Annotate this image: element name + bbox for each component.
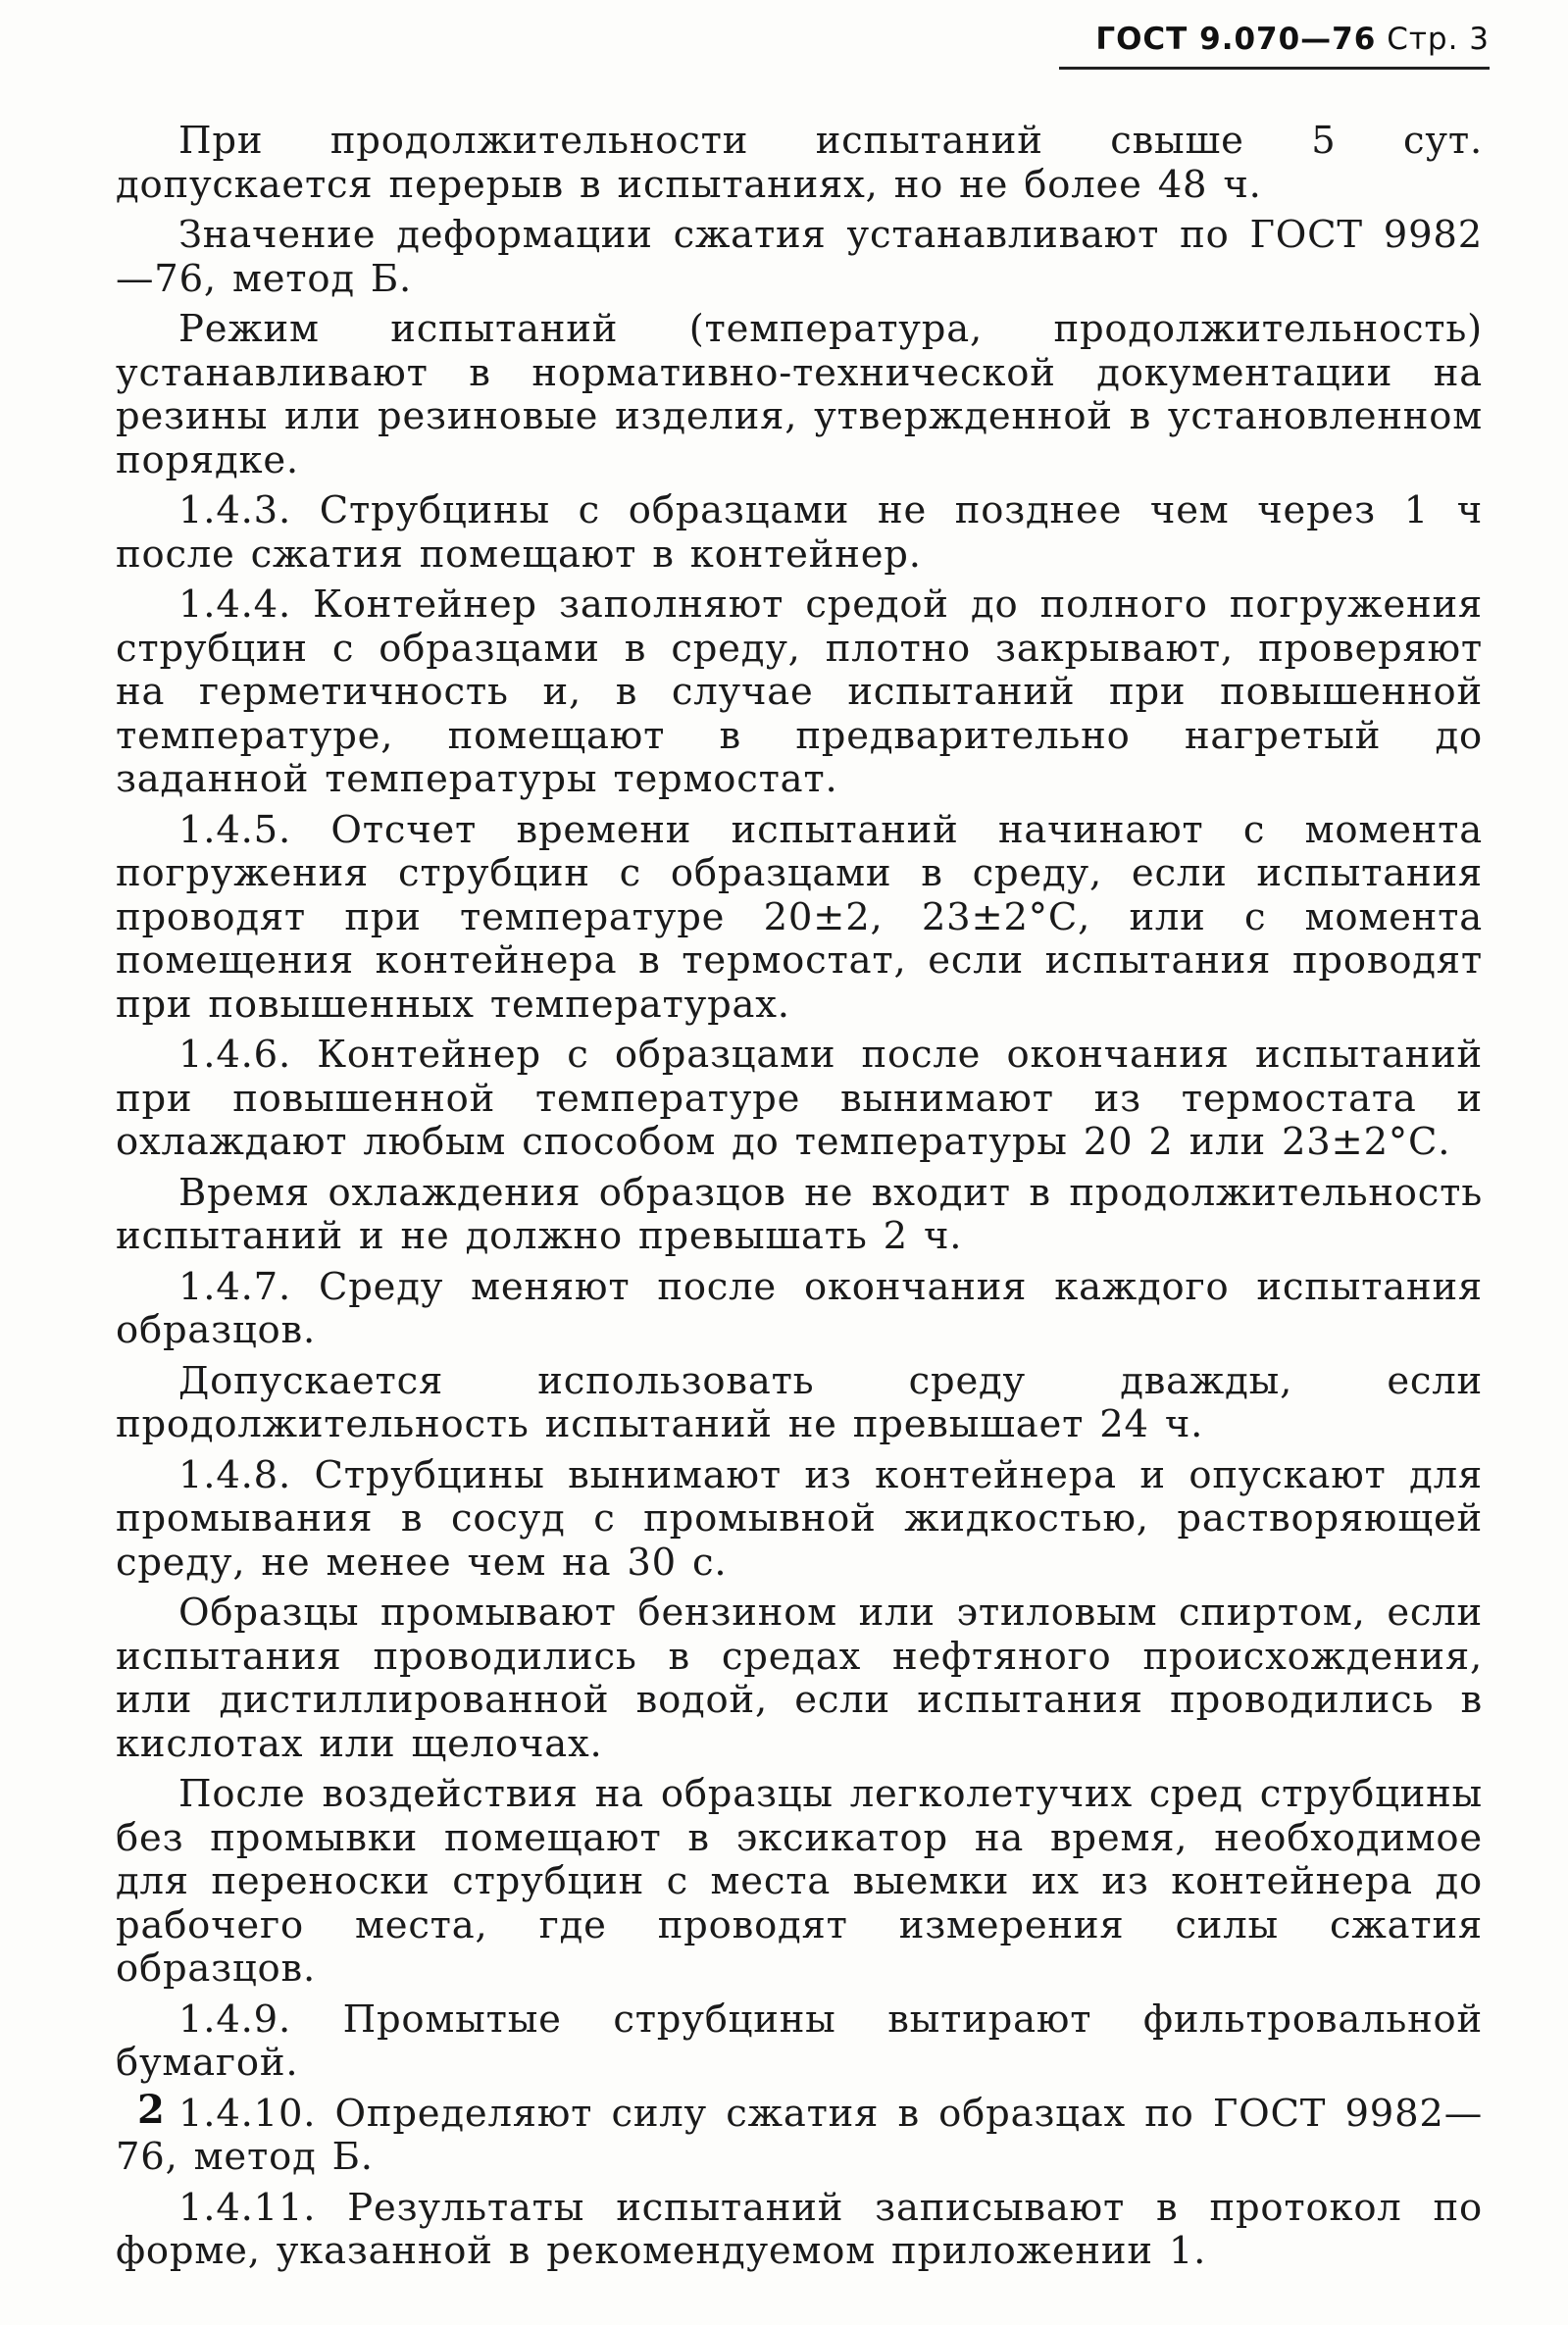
header-standard-code: ГОСТ 9.070—76 (1095, 22, 1377, 57)
header-page-ref: Стр. 3 (1387, 22, 1490, 57)
paragraph-1-4-6: 1.4.6. Контейнер с образцами после окончания испытаний при повышенной температуре вынимают из термостата и охлаждают любым способом до температуры 20 2 или 23±2°С. (116, 1033, 1483, 1164)
paragraph: Образцы промывают бензином или этиловым спиртом, если испытания проводились в средах нефтяного происхождения, или дистиллированной водой, если испытания проводились в кислотах или щелочах. (116, 1591, 1483, 1766)
paragraph: Время охлаждения образцов не входит в продолжительность испытаний и не должно превышать 2 ч. (116, 1170, 1483, 1258)
document-body (116, 120, 1483, 2281)
paragraph: Значение деформации сжатия устанавливают по ГОСТ 9982—76, метод Б. (116, 213, 1483, 301)
page-header (1095, 22, 1490, 57)
paragraph: При продолжительности испытаний свыше 5 сут. допускается перерыв в испытаниях, но не более 48 ч. (116, 119, 1483, 207)
header-rule (1059, 67, 1490, 70)
paragraph-1-4-3: 1.4.3. Струбцины с образцами не позднее чем через 1 ч после сжатия помещают в контейнер. (116, 488, 1483, 577)
paragraph-1-4-7: 1.4.7. Среду меняют после окончания каждого испытания образцов. (116, 1264, 1483, 1352)
paragraph-1-4-8: 1.4.8. Струбцины вынимают из контейнера и опускают для промывания в сосуд с промывной жидкостью, растворяющей среду, не менее чем на 30 с. (116, 1452, 1483, 1585)
paragraph: После воздействия на образцы легколетучих сред струбцины без промывки помещают в эксикатор на время, необходимое для переноски струбцин с места выемки их из контейнера до рабочего места, где проводят измерения силы сжатия образцов. (116, 1772, 1483, 1991)
paragraph-1-4-11: 1.4.11. Результаты испытаний записывают в протокол по форме, указанной в рекомендуемом приложении 1. (116, 2185, 1483, 2273)
paragraph: Режим испытаний (температура, продолжительность) устанавливают в нормативно-технической документации на резины или резиновые изделия, утвержденной в установленном порядке. (116, 307, 1483, 482)
paragraph-1-4-10: 1.4.10. Определяют силу сжатия в образцах по ГОСТ 9982—76, метод Б. (116, 2091, 1483, 2179)
paragraph-1-4-5: 1.4.5. Отсчет времени испытаний начинают с момента погружения струбцин с образцами в среду, если испытания проводят при температуре 20±2, 23±2°С, или с момента помещения контейнера в термостат, если испытания проводят при повышенных температурах. (116, 807, 1483, 1027)
page-number: 2 (137, 2087, 165, 2133)
paragraph-1-4-9: 1.4.9. Промытые струбцины вытирают фильтровальной бумагой. (116, 1996, 1483, 2085)
paragraph-1-4-4: 1.4.4. Контейнер заполняют средой до полного погружения струбцин с образцами в среду, плотно закрывают, проверяют на герметичность и, в случае испытаний при повышенной температуре, помещают в предварительно нагретый до заданной температуры термостат. (116, 582, 1483, 801)
paragraph: Допускается использовать среду дважды, если продолжительность испытаний не превышает 24 ч. (116, 1358, 1483, 1446)
